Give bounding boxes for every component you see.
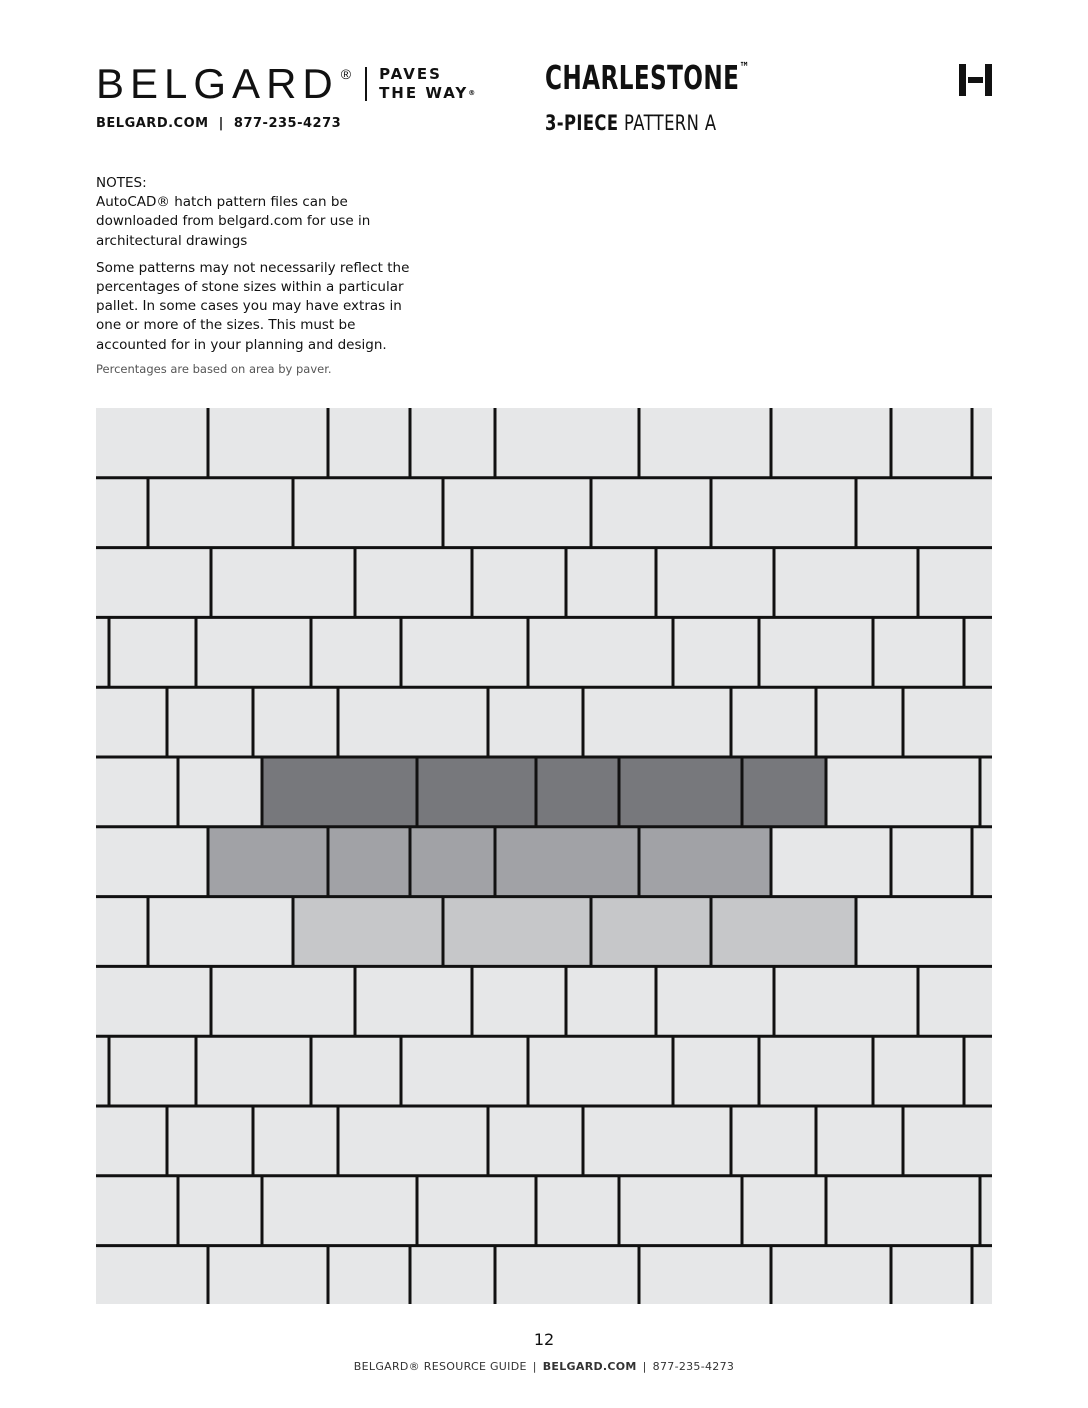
notes-paragraph-2: Some patterns may not necessarily reflect the percentages of stone sizes within a particular pallet. In some cases you may have extras in one or more of the sizes. This must be accounted for in your planning and design. [96, 259, 410, 353]
product-subtitle [545, 111, 716, 135]
footer-site: BELGARD.COM [542, 1360, 637, 1373]
tagline-line-2: THE WAY® [379, 84, 476, 102]
paver-pattern-svg [96, 408, 992, 1304]
paver-pattern-diagram [96, 408, 992, 1304]
highlighted-paver-band [208, 827, 771, 897]
notes-paragraph-1: AutoCAD® hatch pattern files can be downloaded from belgard.com for use in architectural drawings [96, 194, 371, 249]
tagline-line-1: PAVES [379, 65, 442, 83]
footer-separator: | [532, 1360, 537, 1373]
notes-heading: NOTES: [96, 175, 147, 191]
brand-name: BELGARD [96, 60, 339, 107]
header-contact: BELGARD.COM | 877-235-4273 [96, 116, 342, 131]
page-footer [0, 1360, 1088, 1373]
tagline-registered-mark: ® [468, 89, 476, 97]
product-title: CHARLESTONE™ [545, 58, 750, 97]
footer-separator: | [642, 1360, 647, 1373]
brand-tagline [379, 65, 475, 103]
notes-footnote: Percentages are based on area by paver. [96, 361, 332, 376]
belgard-logo [96, 60, 476, 107]
subtitle-rest: PATTERN A [618, 111, 717, 135]
subtitle-bold: 3-PIECE [545, 111, 619, 135]
brand-divider [365, 67, 367, 101]
highlighted-paver-band [293, 897, 856, 967]
trademark-symbol: ™ [739, 60, 750, 76]
footer-phone: 877-235-4273 [652, 1360, 735, 1373]
notes-section [96, 174, 426, 377]
page-number: 12 [533, 1330, 555, 1349]
brand-registered-mark: ® [340, 66, 352, 82]
belgard-h-icon [959, 64, 992, 96]
footer-guide: BELGARD® RESOURCE GUIDE [353, 1360, 527, 1373]
